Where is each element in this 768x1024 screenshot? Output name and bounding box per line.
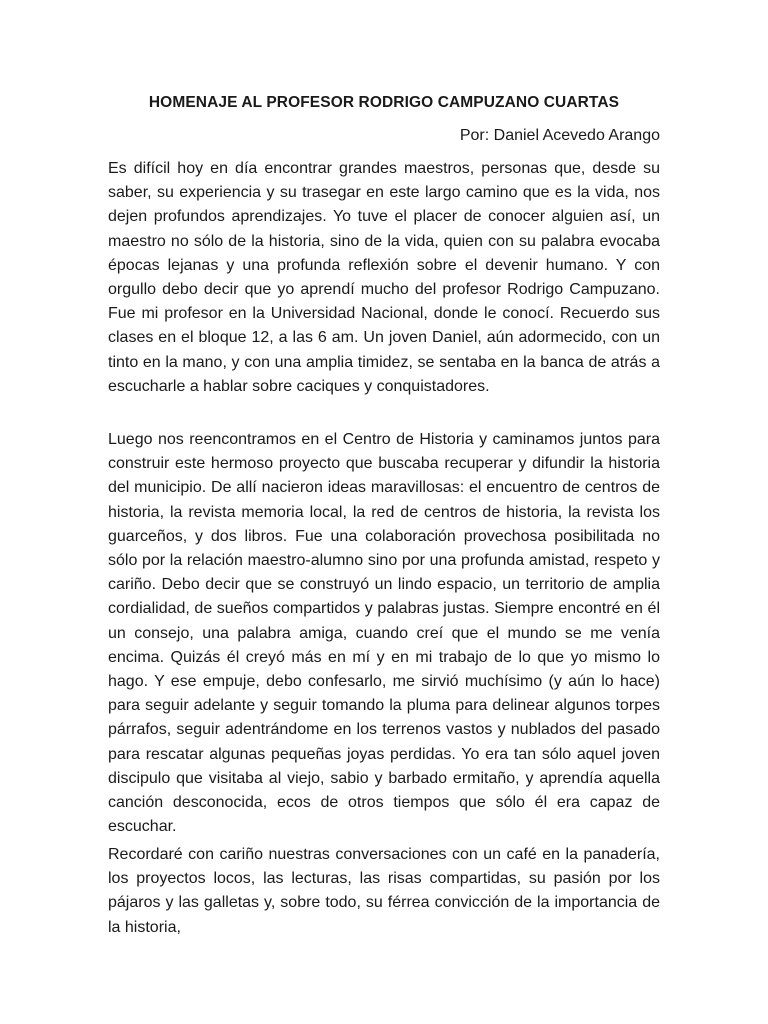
paragraph-3: Recordaré con cariño nuestras conversaciones con un café en la panadería, los proyectos locos, las lecturas, las risas compartidas, su pasión por los pájaros y las galletas y, sobre todo, su férrea convicción de la importancia de la historia, (108, 846, 660, 936)
paragraph-2: Luego nos reencontramos en el Centro de Historia y caminamos juntos para construir este hermoso proyecto que buscaba recuperar y difundir la historia del municipio. De allí nacieron ideas maravillosas: el encuentro de centros de historia, la revista memoria local, la red de centros de historia, la revista los guarceños, y dos libros. Fue una colaboración provechosa posibilitada no sólo por la relación maestro-alumno sino por una profunda amistad, respeto y cariño. Debo decir que se construyó un lindo espacio, un territorio de amplia cordialidad, de sueños compartidos y palabras justas. Siempre encontré en él un consejo, una palabra amiga, cuando creí que el mundo se me venía encima. Quizás él creyó más en mí y en mi trabajo de lo que yo mismo lo hago. Y ese empuje, debo confesarlo, me sirvió muchísimo (y aún lo hace) para seguir adelante y seguir tomando la pluma para delinear algunos torpes párrafos, seguir adentrándome en los terrenos vastos y nublados del pasado para rescatar algunas pequeñas joyas perdidas. Yo era tan sólo aquel joven discipulo que visitaba al viejo, sabio y barbado ermitaño, y aprendía aquella canción desconocida, ecos de otros tiempos que sólo él era capaz de escuchar. (108, 431, 660, 836)
document-title: HOMENAJE AL PROFESOR RODRIGO CAMPUZANO CUARTAS (148, 94, 620, 111)
paragraph-1: Es difícil hoy en día encontrar grandes maestros, personas que, desde su saber, su experiencia y su trasegar en este largo camino que es la vida, nos dejen profundos aprendizajes. Yo tuve el placer de conocer alguien así, un maestro no sólo de la historia, sino de la vida, quien con su palabra evocaba épocas lejanas y una profunda reflexión sobre el devenir humano. Y con orgullo debo decir que yo aprendí mucho del profesor Rodrigo Campuzano. Fue mi profesor en la Universidad Nacional, donde le conocí. Recuerdo sus clases en el bloque 12, a las 6 am. Un joven Daniel, aún adormecido, con un tinto en la mano, y con una amplia timidez, se sentaba en la banca de atrás a escucharle a hablar sobre caciques y conquistadores. (108, 160, 660, 395)
document-author: Por: Daniel Acevedo Arango (459, 127, 660, 144)
